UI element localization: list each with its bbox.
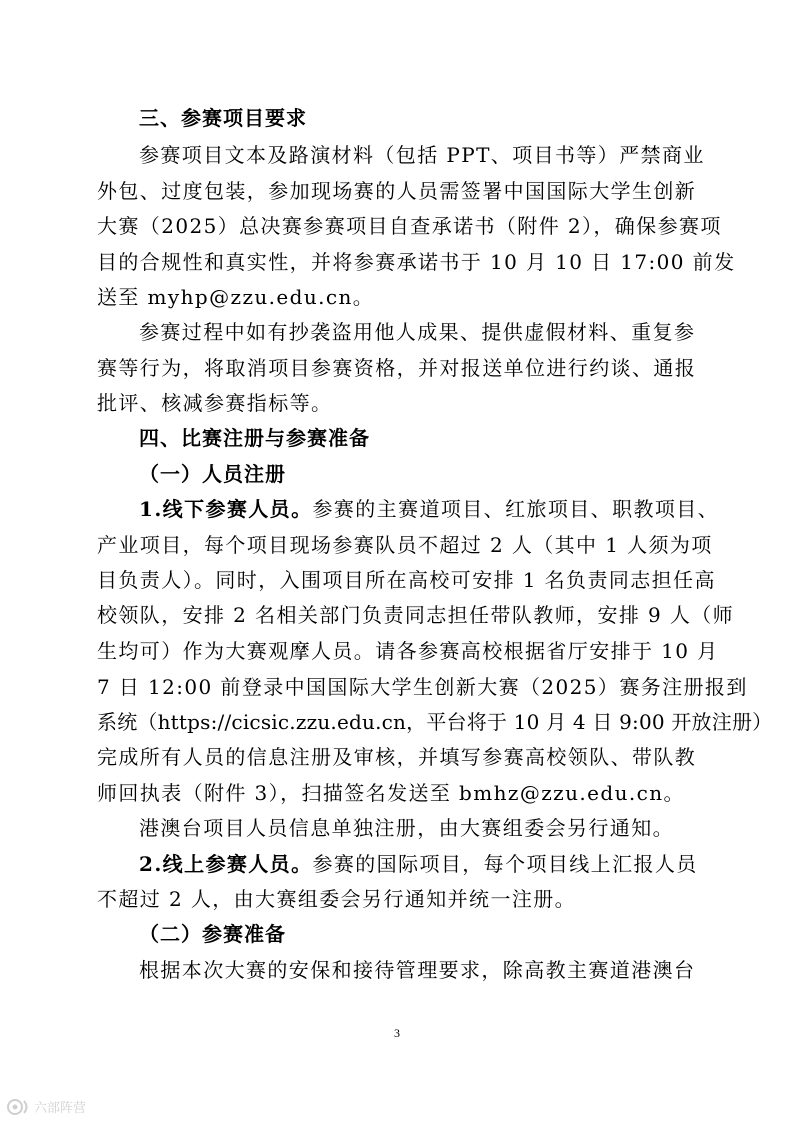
paragraph-3-lead: 1.线下参赛人员。: [139, 497, 313, 521]
paragraph-3-line-6: 7 日 12:00 前登录中国国际大学生创新大赛（2025）赛务注册报到: [97, 675, 748, 699]
paragraph-5-line-1-text: 参赛的国际项目，每个项目线上汇报人员: [312, 852, 698, 876]
subsection-2-heading: （二）参赛准备: [139, 922, 286, 946]
paragraph-1-line-4: 目的合规性和真实性，并将参赛承诺书于 10 月 10 日 17:00 前发: [97, 250, 736, 274]
paragraph-1-line-5: 送至 myhp@zzu.edu.cn。: [97, 285, 375, 309]
subsection-1-heading: （一）人员注册: [139, 462, 286, 486]
paragraph-1-line-3: 大赛（2025）总决赛参赛项目自查承诺书（附件 2），确保参赛项: [97, 214, 722, 238]
paragraph-3-line-9: 师回执表（附件 3），扫描签名发送至 bmhz@zzu.edu.cn。: [97, 781, 685, 805]
paragraph-5-lead: 2.线上参赛人员。: [139, 852, 313, 876]
paragraph-5-line-1: [139, 850, 698, 878]
paragraph-3-line-5: 生均可）作为大赛观摩人员。请各参赛高校根据省厅安排于 10 月: [97, 639, 719, 663]
watermark-text: 六部阵营: [34, 1101, 87, 1116]
paragraph-3-line-2: 产业项目，每个项目现场参赛队员不超过 2 人（其中 1 人须为项: [97, 533, 713, 557]
paragraph-6-line-1: 根据本次大赛的安保和接待管理要求，除高教主赛道港澳台: [139, 958, 696, 982]
page-number: 3: [394, 1026, 400, 1040]
paragraph-1-line-1: 参赛项目文本及路演材料（包括 PPT、项目书等）严禁商业: [139, 143, 705, 167]
paragraph-3-line-1: [139, 495, 719, 523]
watermark-icon: [6, 1096, 116, 1118]
paragraph-5-line-2: 不超过 2 人，由大赛组委会另行通知并统一注册。: [97, 887, 577, 911]
paragraph-1-line-2: 外包、过度包装，参加现场赛的人员需签署中国国际大学生创新: [97, 179, 697, 203]
watermark-logo: [6, 1096, 116, 1118]
section-3-heading: 三、参赛项目要求: [139, 106, 307, 130]
paragraph-2-line-3: 批评、核减参赛指标等。: [97, 391, 333, 415]
section-4-heading: 四、比赛注册与参赛准备: [139, 426, 370, 450]
paragraph-4-line-1: 港澳台项目人员信息单独注册，由大赛组委会另行通知。: [139, 816, 674, 840]
paragraph-3-line-8: 完成所有人员的信息注册及审核，并填写参赛高校领队、带队教: [97, 745, 697, 769]
paragraph-3-line-4: 校领队，安排 2 名相关部门负责同志担任带队教师，安排 9 人（师: [97, 603, 735, 627]
paragraph-3-line-7: 系统（https://cicsic.zzu.edu.cn，平台将于 10 月 4 日 9:00 开放注册）: [97, 710, 773, 734]
paragraph-2-line-2: 赛等行为，将取消项目参赛资格，并对报送单位进行约谈、通报: [97, 356, 697, 380]
paragraph-3-line-3: 目负责人）。同时，入围项目所在高校可安排 1 名负责同志担任高: [97, 568, 716, 592]
paragraph-3-line-1-text: 参赛的主赛道项目、红旅项目、职教项目、: [312, 497, 720, 521]
paragraph-2-line-1: 参赛过程中如有抄袭盗用他人成果、提供虚假材料、重复参: [139, 320, 696, 344]
